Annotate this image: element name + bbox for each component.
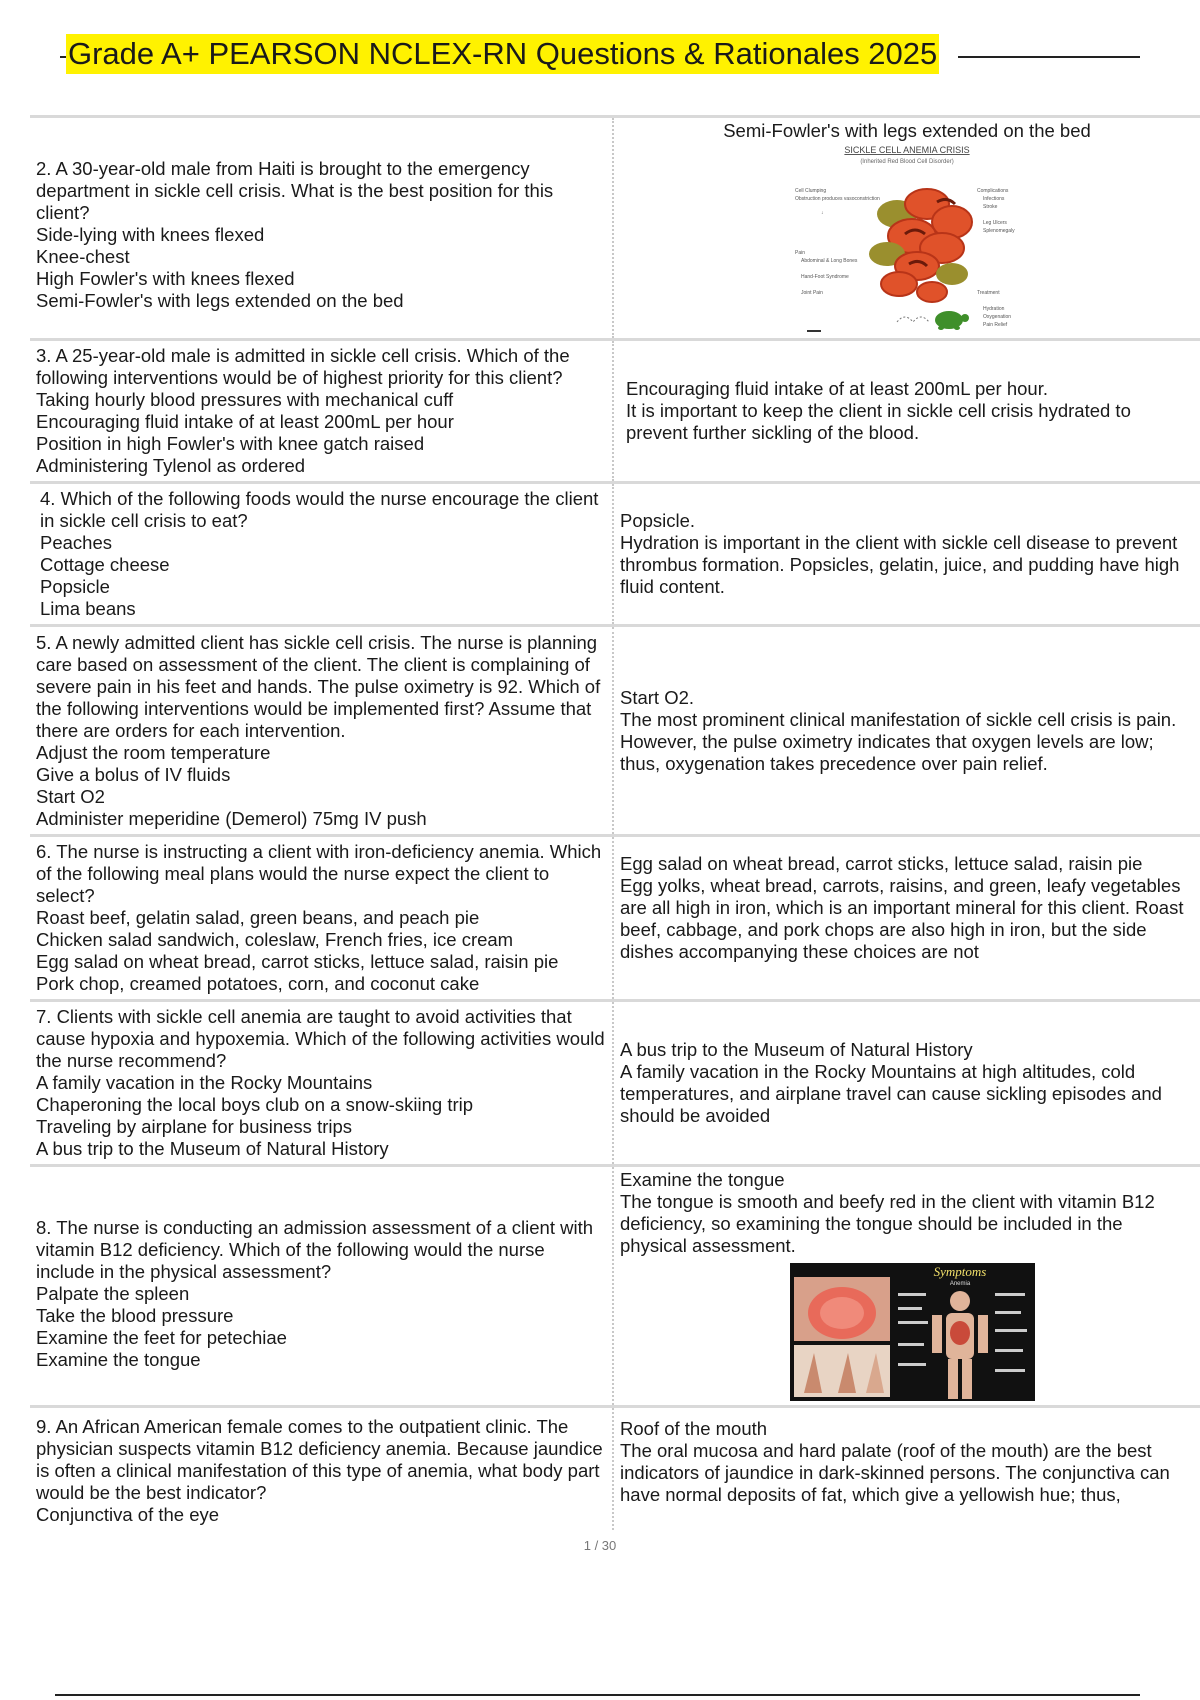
correct-answer: Roof of the mouth — [620, 1418, 768, 1439]
footer-rule — [55, 1694, 1140, 1696]
answer-option: Side-lying with knees flexed — [36, 224, 265, 245]
answer-cell — [613, 483, 1200, 626]
correct-answer: Start O2. — [620, 686, 695, 708]
question-cell — [30, 1407, 613, 1531]
figure-label: Joint Pain — [801, 290, 823, 296]
question-cell — [30, 340, 613, 483]
answer-option: Start O2 — [36, 785, 105, 807]
qa-row — [30, 340, 1200, 483]
qa-table — [30, 115, 1200, 1530]
figure-label: Leg Ulcers — [983, 220, 1007, 226]
answer-option: Adjust the room temperature — [36, 741, 271, 763]
answer-option: A bus trip to the Museum of Natural History — [36, 1138, 389, 1159]
correct-answer: A bus trip to the Museum of Natural History — [620, 1039, 973, 1060]
figure-label: Oxygenation — [983, 314, 1012, 320]
answer-cell — [613, 836, 1200, 1001]
answer-cell — [613, 117, 1200, 340]
rationale: The most prominent clinical manifestation of sickle cell crisis is pain. However, the pulse oximetry indicates that oxygen levels are low; thus, oxygenation takes precedence over pain relief. — [620, 708, 1177, 774]
figure-label: Pain Relief — [983, 322, 1008, 328]
rationale: A family vacation in the Rocky Mountains at high altitudes, cold temperatures, and airplane travel can cause sickling episodes and should be avoided — [620, 1061, 1162, 1126]
answer-option: Pork chop, creamed potatoes, corn, and coconut cake — [36, 973, 480, 994]
answer-option: Examine the feet for petechiae — [36, 1327, 287, 1348]
question-cell — [30, 117, 613, 340]
answer-option: Popsicle — [40, 576, 110, 597]
figure-label: Cell Clumping — [795, 188, 827, 194]
figure-subtitle: Anemia — [949, 1281, 971, 1287]
correct-answer: Encouraging fluid intake of at least 200mL per hour. — [626, 378, 1049, 399]
answer-option: Examine the tongue — [36, 1349, 201, 1370]
answer-option: Egg salad on wheat bread, carrot sticks, lettuce salad, raisin pie — [36, 951, 559, 972]
rationale: Hydration is important in the client with sickle cell disease to prevent thrombus formation. Popsicles, gelatin, juice, and pudding have high fluid content. — [620, 532, 1180, 597]
rationale: Egg yolks, wheat bread, carrots, raisins, and green, leafy vegetables are all high in iron, which is an important mineral for this client. Roast beef, cabbage, and pork chops are also high in iron, but the side dishes accompanying these choices are not — [620, 875, 1184, 962]
page-number: 1 / 30 — [583, 1538, 617, 1553]
qa-row — [30, 626, 1200, 836]
answer-option: Knee-chest — [36, 246, 130, 267]
question-cell — [30, 836, 613, 1001]
tongue-photo — [794, 1277, 890, 1341]
qa-row — [30, 1001, 1200, 1166]
document-title: Grade A+ PEARSON NCLEX-RN Questions & Rationales 2025 — [66, 34, 939, 74]
answer-option: Conjunctiva of the eye — [36, 1504, 220, 1525]
figure-label: Obstruction produces vasoconstriction — [795, 196, 880, 202]
figure-label: Hydration — [983, 306, 1005, 312]
answer-cell — [613, 340, 1200, 483]
correct-answer: Semi-Fowler's with legs extended on the bed — [723, 120, 1091, 141]
answer-option: Give a bolus of IV fluids — [36, 763, 231, 785]
sickle-cell-crisis-illustration — [787, 144, 1027, 334]
rationale: It is important to keep the client in sickle cell crisis hydrated to prevent further sickling of the blood. — [626, 400, 1131, 443]
answer-option: Cottage cheese — [40, 554, 170, 575]
answer-option: Roast beef, gelatin salad, green beans, and peach pie — [36, 907, 480, 928]
figure-label: Abdominal & Long Bones — [801, 258, 858, 264]
figure-subtitle: (Inherited Red Blood Cell Disorder) — [860, 159, 954, 165]
answer-option: Semi-Fowler's with legs extended on the bed — [36, 290, 404, 311]
answer-option: Peaches — [40, 532, 112, 553]
correct-answer: Examine the tongue — [620, 1169, 785, 1190]
figure-label: Stroke — [983, 204, 998, 210]
answer-option: Taking hourly blood pressures with mechanical cuff — [36, 389, 454, 410]
answer-option: Administer meperidine (Demerol) 75mg IV push — [36, 807, 427, 829]
figure-label: Complications — [977, 188, 1009, 194]
answer-option: Encouraging fluid intake of at least 200mL per hour — [36, 411, 454, 432]
answer-option: Lima beans — [40, 598, 136, 619]
question-cell — [30, 626, 613, 836]
question-cell — [30, 1001, 613, 1166]
answer-cell — [613, 1166, 1200, 1407]
qa-row — [30, 117, 1200, 340]
figure-label: Pain — [795, 250, 806, 256]
question-stem: 4. Which of the following foods would the nurse encourage the client in sickle cell crisis to eat? — [40, 488, 599, 531]
question-stem: 9. An African American female comes to the outpatient clinic. The physician suspects vitamin B12 deficiency anemia. Because jaundice is often a clinical manifestation of this type of anemia, what body part would be the best indicator? — [36, 1416, 603, 1503]
answer-option: Palpate the spleen — [36, 1283, 190, 1304]
figure-title: SICKLE CELL ANEMIA CRISIS — [844, 145, 970, 155]
figure-title: Symptoms — [933, 1264, 987, 1279]
question-stem: 6. The nurse is instructing a client with iron-deficiency anemia. Which of the following meal plans would the nurse expect the client to select? — [36, 841, 602, 906]
qa-row — [30, 1407, 1200, 1531]
question-stem: 3. A 25-year-old male is admitted in sickle cell crisis. Which of the following interventions would be of highest priority for this client? — [36, 345, 570, 388]
question-stem: 5. A newly admitted client has sickle cell crisis. The nurse is planning care based on assessment of the client. The client is complaining of severe pain in his feet and hands. The pulse oximetry is 92. Which of the following interventions would be implemented first? Assume that there are orders for each intervention. — [36, 631, 601, 741]
svg-text:↓: ↓ — [821, 210, 824, 216]
correct-answer: Popsicle. — [620, 510, 696, 531]
qa-row — [30, 1166, 1200, 1407]
answer-option: Chaperoning the local boys club on a snow-skiing trip — [36, 1094, 474, 1115]
answer-option: A family vacation in the Rocky Mountains — [36, 1072, 373, 1093]
figure-label: Splenomegaly — [983, 228, 1015, 234]
qa-row — [30, 483, 1200, 626]
anemia-symptoms-illustration — [790, 1263, 1035, 1401]
turtle-icon — [935, 311, 969, 330]
answer-option: High Fowler's with knees flexed — [36, 268, 295, 289]
figure-label: Infections — [983, 196, 1005, 202]
rationale: The tongue is smooth and beefy red in the client with vitamin B12 deficiency, so examining the tongue should be included in the physical assessment. — [620, 1191, 1155, 1256]
sickle-cell-cluster — [869, 189, 972, 302]
correct-answer: Egg salad on wheat bread, carrot sticks, lettuce salad, raisin pie — [620, 853, 1143, 874]
answer-option: Administering Tylenol as ordered — [36, 455, 306, 476]
question-stem: 7. Clients with sickle cell anemia are taught to avoid activities that cause hypoxia and hypoxemia. Which of the following activities would the nurse recommend? — [36, 1006, 605, 1071]
answer-option: Take the blood pressure — [36, 1305, 234, 1326]
answer-cell — [613, 1001, 1200, 1166]
figure-label: Treatment — [977, 290, 1000, 296]
answer-option: Chicken salad sandwich, coleslaw, French fries, ice cream — [36, 929, 514, 950]
document-header — [60, 34, 1140, 74]
header-rule-right — [958, 56, 1140, 58]
question-stem: 2. A 30-year-old male from Haiti is brought to the emergency department in sickle cell crisis. What is the best position for this client? — [36, 158, 554, 223]
answer-option: Traveling by airplane for business trips — [36, 1116, 353, 1137]
question-stem: 8. The nurse is conducting an admission assessment of a client with vitamin B12 deficiency. Which of the following would the nurse include in the physical assessment? — [36, 1217, 594, 1282]
hands-photo — [794, 1345, 890, 1397]
question-cell — [30, 1166, 613, 1407]
question-cell — [30, 483, 613, 626]
rationale: The oral mucosa and hard palate (roof of the mouth) are the best indicators of jaundice in dark-skinned persons. The conjunctiva can have normal deposits of fat, which give a yellowish hue; thus, — [620, 1440, 1170, 1505]
answer-cell — [613, 1407, 1200, 1531]
figure-label: Hand-Foot Syndrome — [801, 274, 849, 280]
answer-option: Position in high Fowler's with knee gatch raised — [36, 433, 425, 454]
answer-cell — [613, 626, 1200, 836]
qa-row — [30, 836, 1200, 1001]
